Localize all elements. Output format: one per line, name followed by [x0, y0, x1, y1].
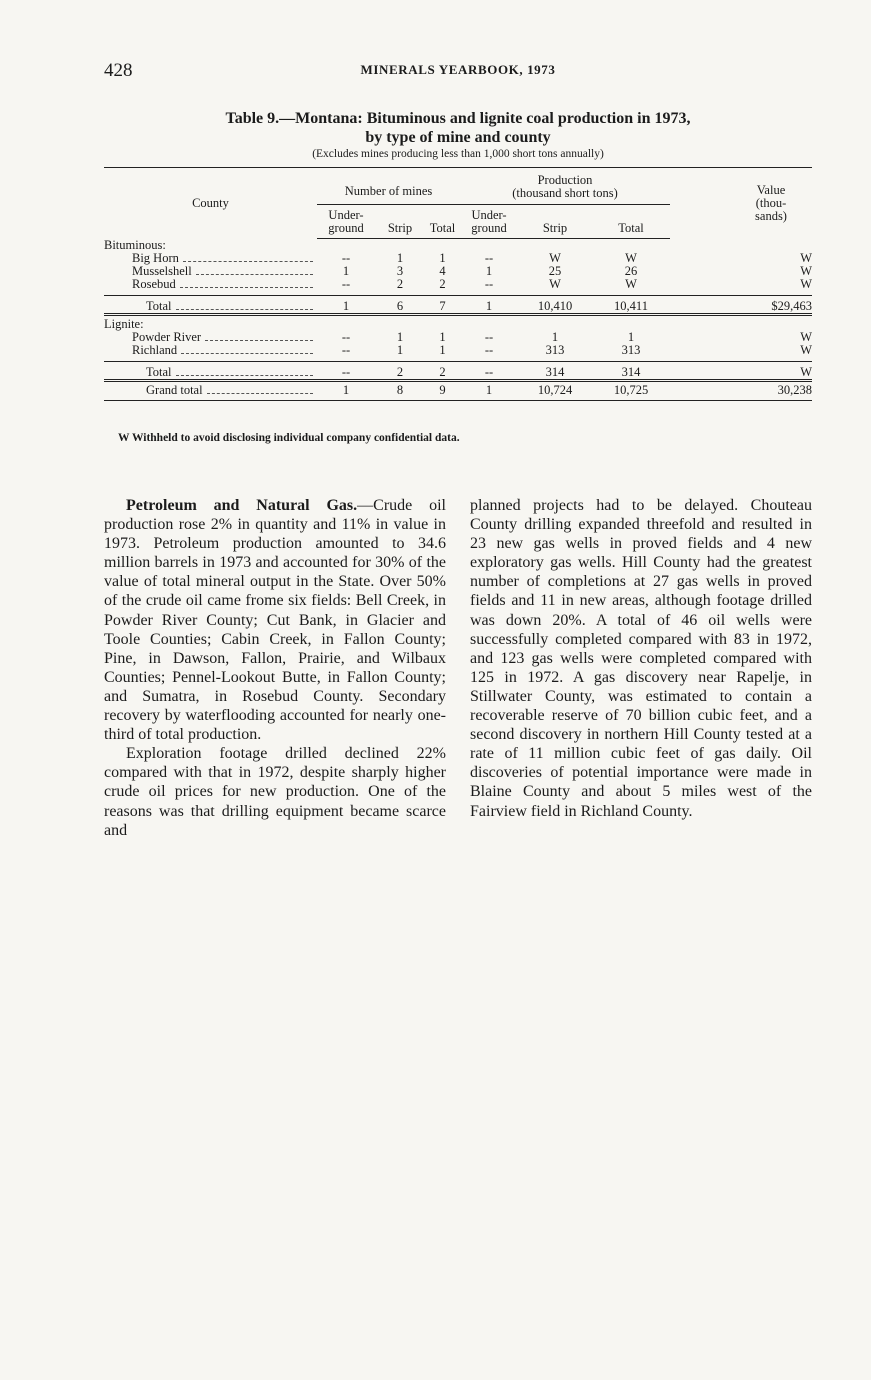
value-cell: W — [800, 277, 813, 291]
prod-total-cell: 313 — [621, 343, 641, 357]
table-row — [104, 344, 812, 362]
running-title: MINERALS YEARBOOK, 1973 — [360, 62, 556, 77]
text-column-right — [470, 496, 812, 821]
mines-strip-cell: 6 — [375, 296, 425, 315]
dot-leader — [196, 274, 313, 275]
prod-underground-cell: -- — [484, 343, 494, 357]
table-title-line-1: Table 9.—Montana: Bituminous and lignite coal production in 1973, — [225, 110, 691, 127]
paragraph: planned projects had to be delayed. Chouteau County drilling expanded threefold and resulted in 23 new gas wells in proved fields and 4 new exploratory gas wells. Hill County had the greatest number of completions at 27 gas wells in proved fields and 11 in new areas, although footage drilled was down 20%. A total of 46 oil wells were successfully completed compared with 83 in 1972, and 123 gas wells were completed compared with 125 in 1972. A gas discovery near Rapelje, in Stillwater County, was estimated to contain a recoverable reserve of 70 billion cubic feet, and a second discovery in northern Hill County tested at a rate of 11 million cubic feet of gas daily. Oil discoveries of potential importance were made in Blaine County and about 5 miles west of the Fairview field in Richland County. — [470, 497, 812, 820]
header-value — [670, 168, 812, 239]
header-mines-underground — [317, 205, 375, 239]
prod-total-cell: 1 — [627, 330, 635, 344]
paragraph-text: —Crude oil production rose 2% in quantity and 11% in value in 1973. Petroleum production amounted to 34.6 million barrels in 1973 and accounted for 30% of the value of total mineral output in the State. Over 50% of the crude oil came frome six fields: Bell Creek, in Powder River County; Cut Bank, in Glacier and Toole Counties; Cabin Creek, in Fallon County; Pine, in Dawson, Fallon, Prairie, and Wilbaux Counties; Pennel-Lookout Butte, in Fallon County; and Sumatra, in Rosebud County. Secondary recovery by waterflooding accounted for nearly one-third of total production. — [104, 497, 446, 744]
prod-strip-cell: 25 — [548, 264, 562, 278]
county-cell — [104, 278, 317, 296]
table-subtitle: (Excludes mines producing less than 1,000 short tons annually) — [312, 148, 604, 160]
mines-total-cell: 9 — [425, 381, 460, 401]
mines-underground-cell: -- — [317, 362, 375, 381]
county-name: Musselshell — [132, 264, 192, 278]
header-underground-line-2: ground — [471, 221, 507, 235]
total-row — [104, 296, 812, 315]
mines-total-cell: 7 — [425, 296, 460, 315]
prod-underground-cell: -- — [460, 362, 518, 381]
header-production-line-1: Production — [537, 173, 593, 187]
county-cell — [104, 344, 317, 362]
dot-leader — [181, 353, 313, 354]
prod-total-cell: W — [625, 277, 637, 291]
mines-total-cell: 2 — [425, 362, 460, 381]
prod-total-cell: 26 — [624, 264, 638, 278]
mines-total-cell: 1 — [439, 343, 446, 357]
mines-underground-cell: -- — [341, 251, 351, 265]
header-underground-line-2: ground — [328, 221, 364, 235]
section-heading: Petroleum and Natural Gas. — [126, 497, 358, 514]
prod-underground-cell: 1 — [460, 296, 518, 315]
prod-strip-cell: W — [549, 251, 561, 265]
header-underground-line-1: Under- — [471, 208, 507, 222]
mines-strip-cell: 8 — [375, 381, 425, 401]
prod-total-cell: W — [625, 251, 637, 265]
prod-total-cell: 314 — [592, 362, 670, 381]
mines-total-cell: 1 — [439, 330, 446, 344]
dot-leader — [205, 340, 313, 341]
prod-underground-cell: 1 — [485, 264, 493, 278]
total-row — [104, 362, 812, 381]
header-production-group — [460, 168, 670, 205]
section-label-bituminous: Bituminous: — [104, 238, 166, 252]
header-prod-underground — [460, 205, 518, 239]
prod-total-cell: 10,725 — [592, 381, 670, 401]
total-label-cell — [104, 362, 317, 381]
coal-production-table — [104, 167, 812, 401]
header-value-line-3: sands) — [755, 208, 787, 223]
header-mines-group: Number of mines — [317, 168, 460, 205]
header-mines-total: Total — [425, 205, 460, 239]
mines-underground-cell: 1 — [317, 296, 375, 315]
value-cell: W — [670, 362, 812, 381]
section-label-row — [104, 315, 812, 332]
value-cell: $29,463 — [670, 296, 812, 315]
section-label-row — [104, 239, 812, 253]
table-caption — [104, 109, 812, 162]
header-value-line-1: Value — [756, 182, 786, 197]
mines-underground-cell: -- — [341, 330, 351, 344]
value-cell: W — [800, 251, 813, 265]
prod-underground-cell: -- — [484, 251, 494, 265]
header-county: County — [192, 195, 229, 210]
table-row — [104, 278, 812, 296]
dot-leader — [176, 309, 313, 310]
total-label-cell — [104, 296, 317, 315]
header-mines-strip: Strip — [375, 205, 425, 239]
prod-strip-cell: 314 — [518, 362, 592, 381]
mines-underground-cell: 1 — [342, 264, 350, 278]
dot-leader — [180, 287, 313, 288]
value-cell: W — [800, 343, 813, 357]
prod-underground-cell: -- — [484, 330, 494, 344]
page-number: 428 — [104, 60, 133, 81]
prod-total-cell: 10,411 — [592, 296, 670, 315]
text-column-left — [104, 496, 446, 840]
value-cell: W — [800, 330, 813, 344]
header-underground-line-1: Under- — [328, 208, 364, 222]
header-value-line-2: (thou- — [755, 195, 787, 210]
county-name: Big Horn — [132, 251, 179, 265]
page-header — [104, 60, 812, 84]
paragraph — [104, 496, 446, 744]
mines-underground-cell: -- — [341, 343, 351, 357]
total-label: Total — [146, 365, 172, 379]
table-row — [104, 331, 812, 344]
county-name: Powder River — [132, 330, 202, 344]
table-row — [104, 252, 812, 265]
paragraph: Exploration footage drilled declined 22% compared with that in 1972, despite sharply higher crude oil prices for new production. One of the reasons was that drilling equipment became scarce and — [104, 745, 446, 839]
total-label: Total — [146, 299, 172, 313]
dot-leader — [207, 393, 313, 394]
prod-underground-cell: 1 — [460, 381, 518, 401]
dot-leader — [183, 261, 313, 262]
mines-strip-cell: 3 — [396, 264, 404, 278]
mines-strip-cell: 2 — [396, 277, 404, 291]
mines-total-cell: 1 — [439, 251, 446, 265]
table-title-line-2: by type of mine and county — [365, 129, 551, 146]
mines-strip-cell: 2 — [375, 362, 425, 381]
mines-strip-cell: 1 — [396, 251, 404, 265]
prod-strip-cell: 10,410 — [518, 296, 592, 315]
grand-total-row — [104, 381, 812, 401]
mines-underground-cell: -- — [341, 277, 351, 291]
county-name: Rosebud — [132, 277, 176, 291]
header-prod-strip: Strip — [518, 205, 592, 239]
dot-leader — [176, 375, 313, 376]
prod-strip-cell: W — [549, 277, 561, 291]
section-label-lignite: Lignite: — [104, 315, 812, 332]
mines-strip-cell: 1 — [396, 330, 404, 344]
prod-strip-cell: 1 — [551, 330, 559, 344]
prod-strip-cell: 313 — [545, 343, 565, 357]
grand-total-label: Grand total — [146, 383, 203, 397]
mines-total-cell: 4 — [439, 264, 446, 278]
value-cell: W — [800, 264, 813, 278]
table-row — [104, 265, 812, 278]
table-footnote: W Withheld to avoid disclosing individual company confidential data. — [118, 432, 460, 444]
grand-total-label-cell — [104, 381, 317, 401]
header-prod-total: Total — [592, 205, 670, 239]
header-production-line-2: (thousand short tons) — [512, 186, 618, 200]
prod-underground-cell: -- — [484, 277, 494, 291]
mines-strip-cell: 1 — [396, 343, 404, 357]
prod-strip-cell: 10,724 — [518, 381, 592, 401]
mines-underground-cell: 1 — [317, 381, 375, 401]
value-cell: 30,238 — [670, 381, 812, 401]
mines-total-cell: 2 — [439, 277, 446, 291]
county-name: Richland — [132, 343, 178, 357]
